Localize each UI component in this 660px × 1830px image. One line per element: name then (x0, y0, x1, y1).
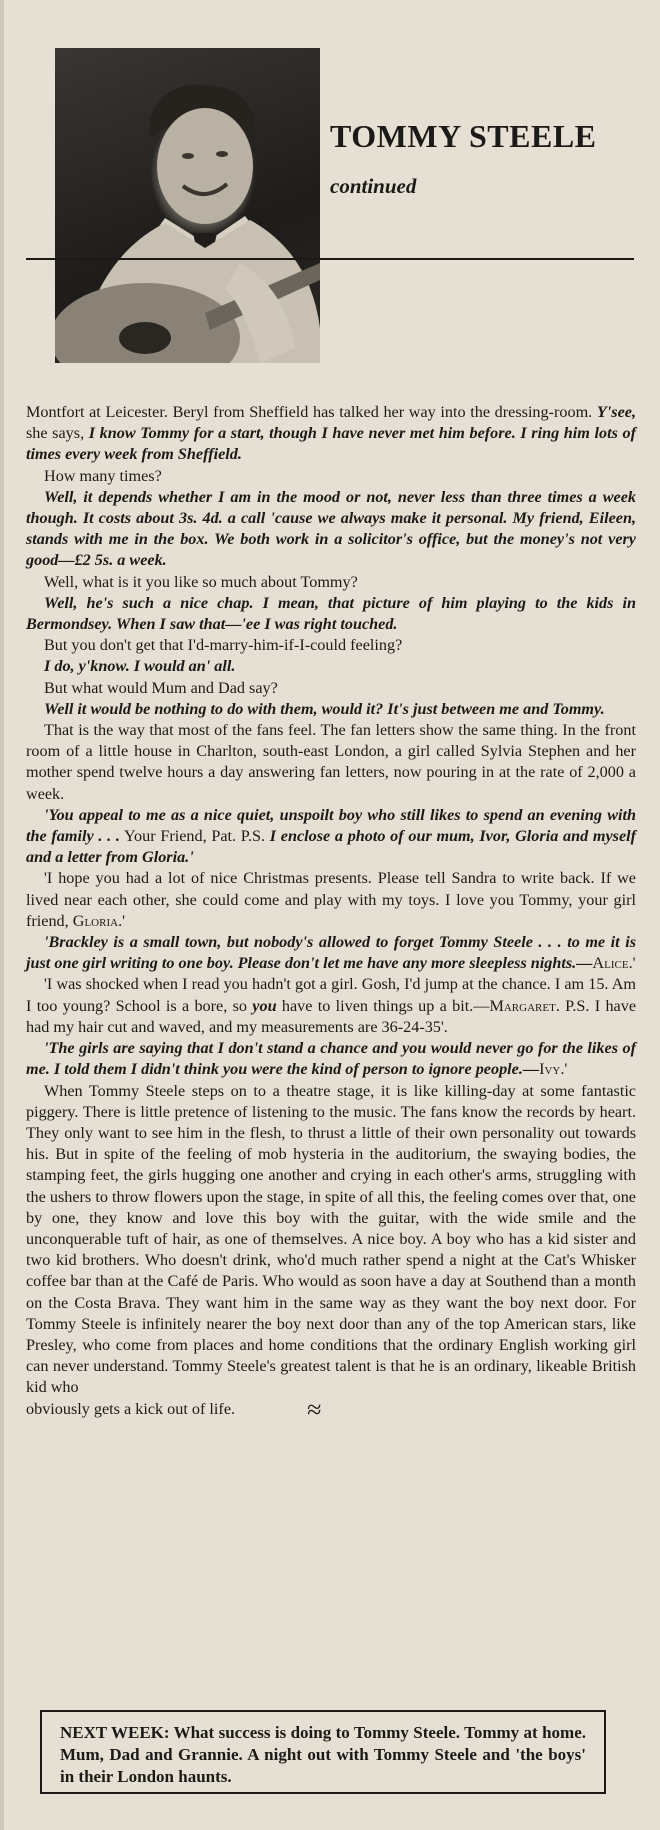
text-run: obviously gets a kick out of life. (26, 1399, 236, 1418)
text-run: Montfort at Leicester. Beryl from Sheffield has talked her way into the dressing-room. (26, 403, 593, 421)
text-run: .' (628, 954, 636, 973)
paragraph: But what would Mum and Dad say? (44, 678, 278, 697)
paragraph: How many times? (44, 466, 162, 485)
paragraph (26, 805, 636, 869)
text-run: Your Friend, Pat. P.S. (123, 827, 266, 846)
paragraph: Well, he's such a nice chap. I mean, that picture of him playing to the kids in Bermondsey. When I saw that—'ee I was right touched. (26, 593, 636, 634)
end-mark-icon: ≈ (307, 1395, 322, 1425)
page-title: TOMMY STEELE (330, 118, 597, 154)
text-run: Gloria (72, 911, 119, 930)
paragraph: But you don't get that I'd-marry-him-if-I-could feeling? (44, 636, 403, 655)
text-run: When Tommy Steele steps on to a theatre stage, it is like killing-day at some fantastic piggery. There is little pretence of listening to the music. The fans know the records by heart. They only want to see him in the flesh, to thrust a little of their own personality out towards his. But in spite of the feeling of mob hysteria in the auditorium, the swaying bodies, the stamping feet, the girls hugging one another and crying in each other's arms, struggling with the ushers to throw flowers upon the stage, in spite of all this, the feeling comes over that, one by one, they know and love this boy with the guitar, with the wide smile and the unconquerable tuft of hair, as one of themselves. A nice boy. A boy who has a kid sister and two kid brothers. Who doesn't drink, who'd much rather spend a night at the Cat's Whisker coffee bar than at the Café de Paris. Who would as soon have a day at Southend than a month on the Costa Brava. They want him in the same way as they want the boy next door. For Tommy Steele is infinitely nearer the boy next door than any of the top American stars, like Presley, who come from places and home conditions that the ordinary English working girl can never understand. Tommy Steele's greatest talent is that he is an ordinary, likeable British kid who (26, 1081, 636, 1397)
article-body (26, 402, 637, 1425)
title-rule (26, 258, 634, 260)
text-run: 'The girls are saying that I don't stand a chance and you would never go for the likes of me. I told them I didn't think you were the kind of person to ignore people.— (26, 1039, 636, 1079)
text-run: I enclose a photo of our mum, Ivor, Gloria and myself and a letter from Gloria.' (26, 827, 637, 867)
paragraph (26, 402, 636, 466)
page-subtitle: continued (330, 174, 417, 198)
paragraph (26, 1395, 636, 1425)
paragraph: Well, it depends whether I am in the mood or not, never less than three times a week though. It costs about 3s. 4d. a call 'cause we always make it personal. My friend, Eileen, stands with me in the box. We both work in a solicitor's office, but the money's not very good—£2 5s. a week. (26, 487, 636, 570)
title-block (330, 118, 597, 198)
paragraph (26, 1081, 636, 1399)
paragraph: Well it would be nothing to do with them, would it? It's just between me and Tommy. (44, 699, 605, 718)
text-run: she says, (26, 424, 85, 443)
text-run: I know Tommy for a start, though I have never met him before. I ring him lots of times every week from Sheffield. (26, 424, 636, 464)
text-run: Alice (592, 954, 629, 973)
text-run: .' (118, 911, 126, 930)
paragraph (26, 868, 636, 932)
paragraph (26, 1038, 636, 1080)
paragraph (26, 932, 636, 974)
text-run: you (252, 996, 277, 1015)
paragraph: That is the way that most of the fans feel. The fan letters show the same thing. In the front room of a little house in Charlton, south-east London, a girl called Sylvia Stephen and her mother spend twelve hours a day answering fan letters, now pouring in at the rate of 2,000 a week. (26, 721, 636, 803)
text-run: 'Brackley is a small town, but nobody's allowed to forget Tommy Steele . . . to me it is just one girl writing to one boy. Please don't let me have any more sleepless nights.— (26, 933, 636, 973)
paragraph: Well, what is it you like so much about Tommy? (44, 572, 358, 591)
text-run: 'I was shocked when I read you hadn't got a girl. Gosh, I'd jump at the chance. I am 15. Am I too young? School is a bore, so (26, 975, 636, 1015)
text-run: . P.S. I have had my hair cut and waved, and my measurements are 36-24-35'. (26, 996, 637, 1036)
next-week-box: NEXT WEEK: What success is doing to Tommy Steele. Tommy at home. Mum, Dad and Grannie. A night out with Tommy Steele and 'the boys' in their London haunts. (40, 1710, 606, 1794)
text-run: Ivy (539, 1060, 561, 1079)
text-run: 'I hope you had a lot of nice Christmas presents. Please tell Sandra to write back. If we lived near each other, she could come and play with my toys. I love you Tommy, your girl friend, (26, 869, 636, 930)
text-run: have to liven things up a bit.— (281, 996, 490, 1015)
text-run: .' (560, 1060, 568, 1079)
paragraph (26, 974, 636, 1038)
text-run: Margaret (489, 996, 556, 1015)
portrait-photo-icon (55, 48, 320, 363)
page-edge (0, 0, 4, 1830)
text-run: Y'see, (596, 403, 636, 421)
text-run: 'You appeal to me as a nice quiet, unspoilt boy who still likes to spend an evening with the family . . . (26, 805, 636, 846)
paragraph: I do, y'know. I would an' all. (44, 657, 236, 676)
tommy-steele-photo (55, 48, 320, 363)
